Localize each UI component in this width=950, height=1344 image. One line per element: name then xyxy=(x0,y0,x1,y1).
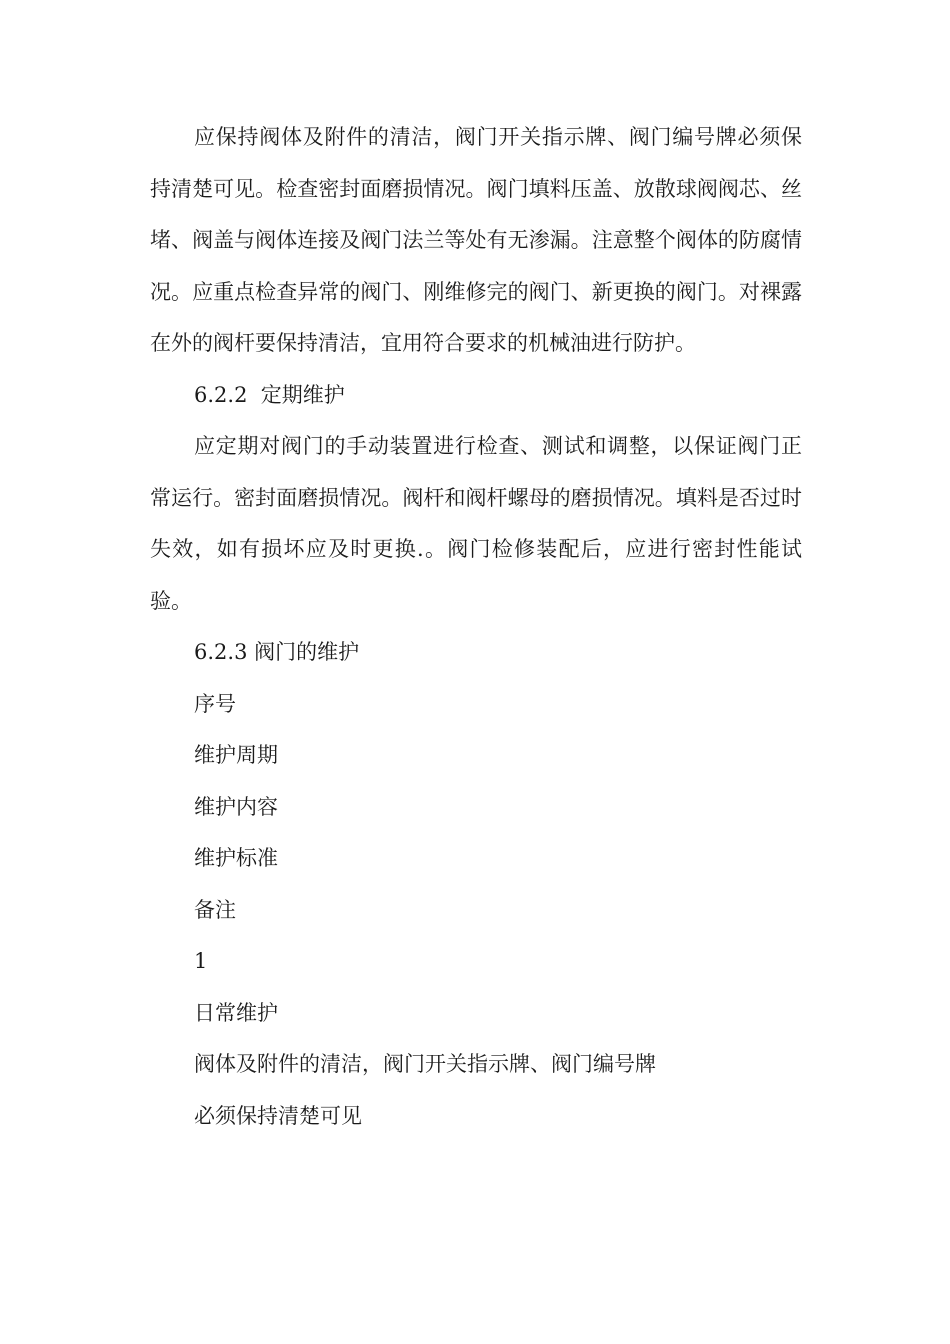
table-header-remark: 备注 xyxy=(194,897,236,922)
table-header-content: 维护内容 xyxy=(194,794,278,819)
body-paragraph-daily-inspection: 应保持阀体及附件的清洁，阀门开关指示牌、阀门编号牌必须保持清楚可见。检查密封面磨损情况。阀门填料压盖、放散球阀阀芯、丝堵、阀盖与阀体连接及阀门法兰等处有无渗漏。注意整个阀体的防腐情况。应重点检查异常的阀门、刚维修完的阀门、新更换的阀门。对裸露在外的阀杆要保持清洁，宜用符合要求的机械油进行防护。 xyxy=(150,125,802,355)
table-header-serial: 序号 xyxy=(194,691,236,716)
document-page xyxy=(150,112,802,1142)
table-cell-content-daily: 阀体及附件的清洁，阀门开关指示牌、阀门编号牌 xyxy=(194,1052,656,1076)
section-heading-6-2-2: 6.2.2 定期维护 xyxy=(194,382,345,407)
table-header-standard: 维护标准 xyxy=(194,846,278,870)
section-heading-6-2-3: 6.2.3 阀门的维护 xyxy=(194,640,360,664)
body-paragraph-periodic-maintenance: 应定期对阀门的手动装置进行检查、测试和调整，以保证阀门正常运行。密封面磨损情况。阀杆和阀杆螺母的磨损情况。填料是否过时失效，如有损坏应及时更换.。阀门检修装配后，应进行密封性能试验。 xyxy=(150,434,802,613)
table-cell-cycle-daily: 日常维护 xyxy=(194,1000,278,1025)
table-header-cycle: 维护周期 xyxy=(194,743,278,767)
table-cell-content-daily-continued: 必须保持清楚可见 xyxy=(194,1103,362,1128)
table-cell-serial-1: 1 xyxy=(194,949,208,973)
